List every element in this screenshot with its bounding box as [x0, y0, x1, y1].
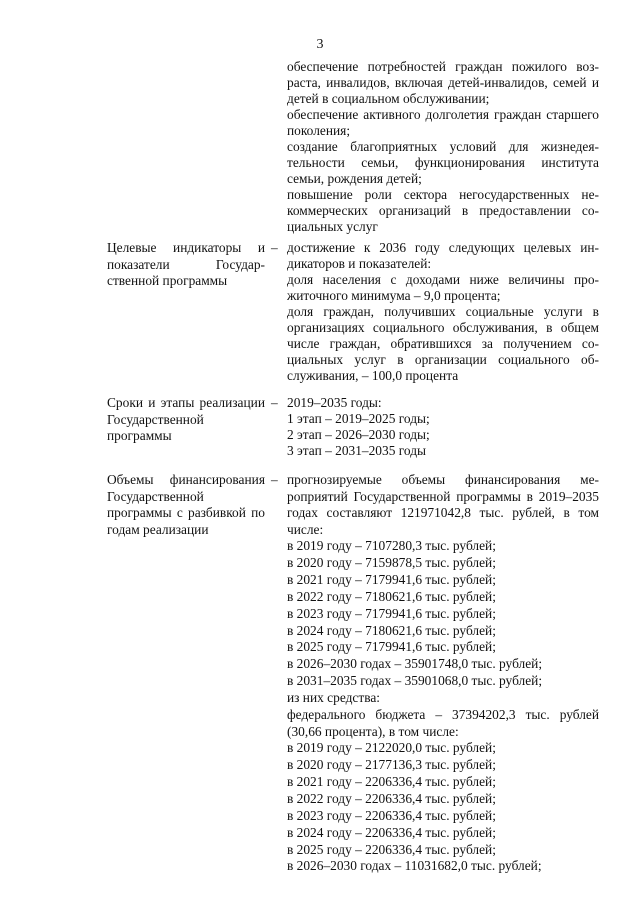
stages-dash: – — [271, 395, 278, 410]
financing-year-item: в 2031–2035 годах – 35901068,0 тыс. рублей; — [287, 673, 543, 689]
federal-year-item: в 2019 году – 2122020,0 тыс. рублей; — [287, 740, 496, 756]
financing-label: Объемы финансирования Государственной программы с разбивкой по годам реализации — [107, 472, 265, 537]
page-number: 3 — [316, 37, 324, 52]
financing-year-item: в 2021 году – 7179941,6 тыс. рублей; — [287, 571, 496, 587]
financing-year-item: в 2025 году – 7179941,6 тыс. рублей; — [287, 639, 496, 655]
federal-year-item: в 2022 году – 2206336,4 тыс. рублей; — [287, 790, 496, 806]
stages-line: 2 этап – 2026–2030 годы; — [287, 427, 430, 442]
stages-line: 2019–2035 годы: — [287, 395, 382, 410]
federal-year-item: в 2021 году – 2206336,4 тыс. рублей; — [287, 773, 496, 789]
financing-year-item: в 2026–2030 годах – 35901748,0 тыс. рублей; — [287, 656, 543, 672]
indicators-line: достижение к 2036 году следующих целевых индикаторов и показателей: — [287, 240, 599, 271]
financing-year-item: в 2022 году – 7180621,6 тыс. рублей; — [287, 588, 496, 604]
financing-sources-label: из них средства: — [287, 690, 381, 706]
continuation-item: обеспечение потребностей граждан пожилого возраста, инвалидов, включая детей-инвалидов, семей и детей в социальном обслуживании; — [287, 59, 599, 106]
federal-budget-text: федерального бюджета – 37394202,3 тыс. рублей (30,66 процента), в том числе: — [287, 707, 599, 739]
financing-intro: прогнозируемые объемы финансирования мероприятий Государственной программы в 2019–2035 годах составляют 121971042,8 тыс. рублей, в том числе: — [287, 472, 599, 537]
stages-line: 1 этап – 2019–2025 годы; — [287, 411, 430, 426]
federal-year-item: в 2026–2030 годах – 11031682,0 тыс. рублей; — [287, 858, 542, 874]
stages-label: Сроки и этапы реализации Государственной программы — [107, 395, 265, 443]
continuation-item: повышение роли сектора негосударственных некоммерческих организаций в предоставлении социальных услуг — [287, 187, 599, 234]
financing-content — [287, 472, 599, 875]
federal-years-list — [287, 740, 599, 875]
continuation-content — [287, 59, 599, 235]
federal-year-item: в 2020 году – 2177136,3 тыс. рублей; — [287, 756, 496, 772]
financing-year-item: в 2019 году – 7107280,3 тыс. рублей; — [287, 538, 496, 553]
federal-year-item: в 2023 году – 2206336,4 тыс. рублей; — [287, 807, 496, 823]
financing-year-item: в 2024 году – 7180621,6 тыс. рублей; — [287, 622, 496, 638]
financing-year-item: в 2020 году – 7159878,5 тыс. рублей; — [287, 554, 496, 570]
financing-totals-list — [287, 538, 599, 707]
continuation-item: обеспечение активного долголетия граждан старшего поколения; — [287, 107, 599, 138]
indicators-content — [287, 240, 599, 384]
stages-content — [287, 395, 599, 459]
indicators-line: доля населения с доходами ниже величины прожиточного минимума – 9,0 процента; — [287, 272, 599, 303]
stages-line: 3 этап – 2031–2035 годы — [287, 443, 427, 458]
federal-year-item: в 2024 году – 2206336,4 тыс. рублей; — [287, 824, 496, 840]
indicators-dash: – — [271, 240, 278, 255]
continuation-item: создание благоприятных условий для жизнедеятельности семьи, функционирования института семьи, рождения детей; — [287, 139, 599, 186]
indicators-line: доля граждан, получивших социальные услуги в организациях социального обслуживания, в общем числе граждан, обратившихся за получением социальных услуг в организации социального обслуживания, – 100,0 процента — [287, 304, 599, 383]
indicators-label: Целевые индикаторы и показатели Государственной программы — [107, 240, 265, 288]
financing-year-item: в 2023 году – 7179941,6 тыс. рублей; — [287, 605, 496, 621]
federal-year-item: в 2025 году – 2206336,4 тыс. рублей; — [287, 841, 496, 857]
financing-dash: – — [271, 472, 278, 487]
